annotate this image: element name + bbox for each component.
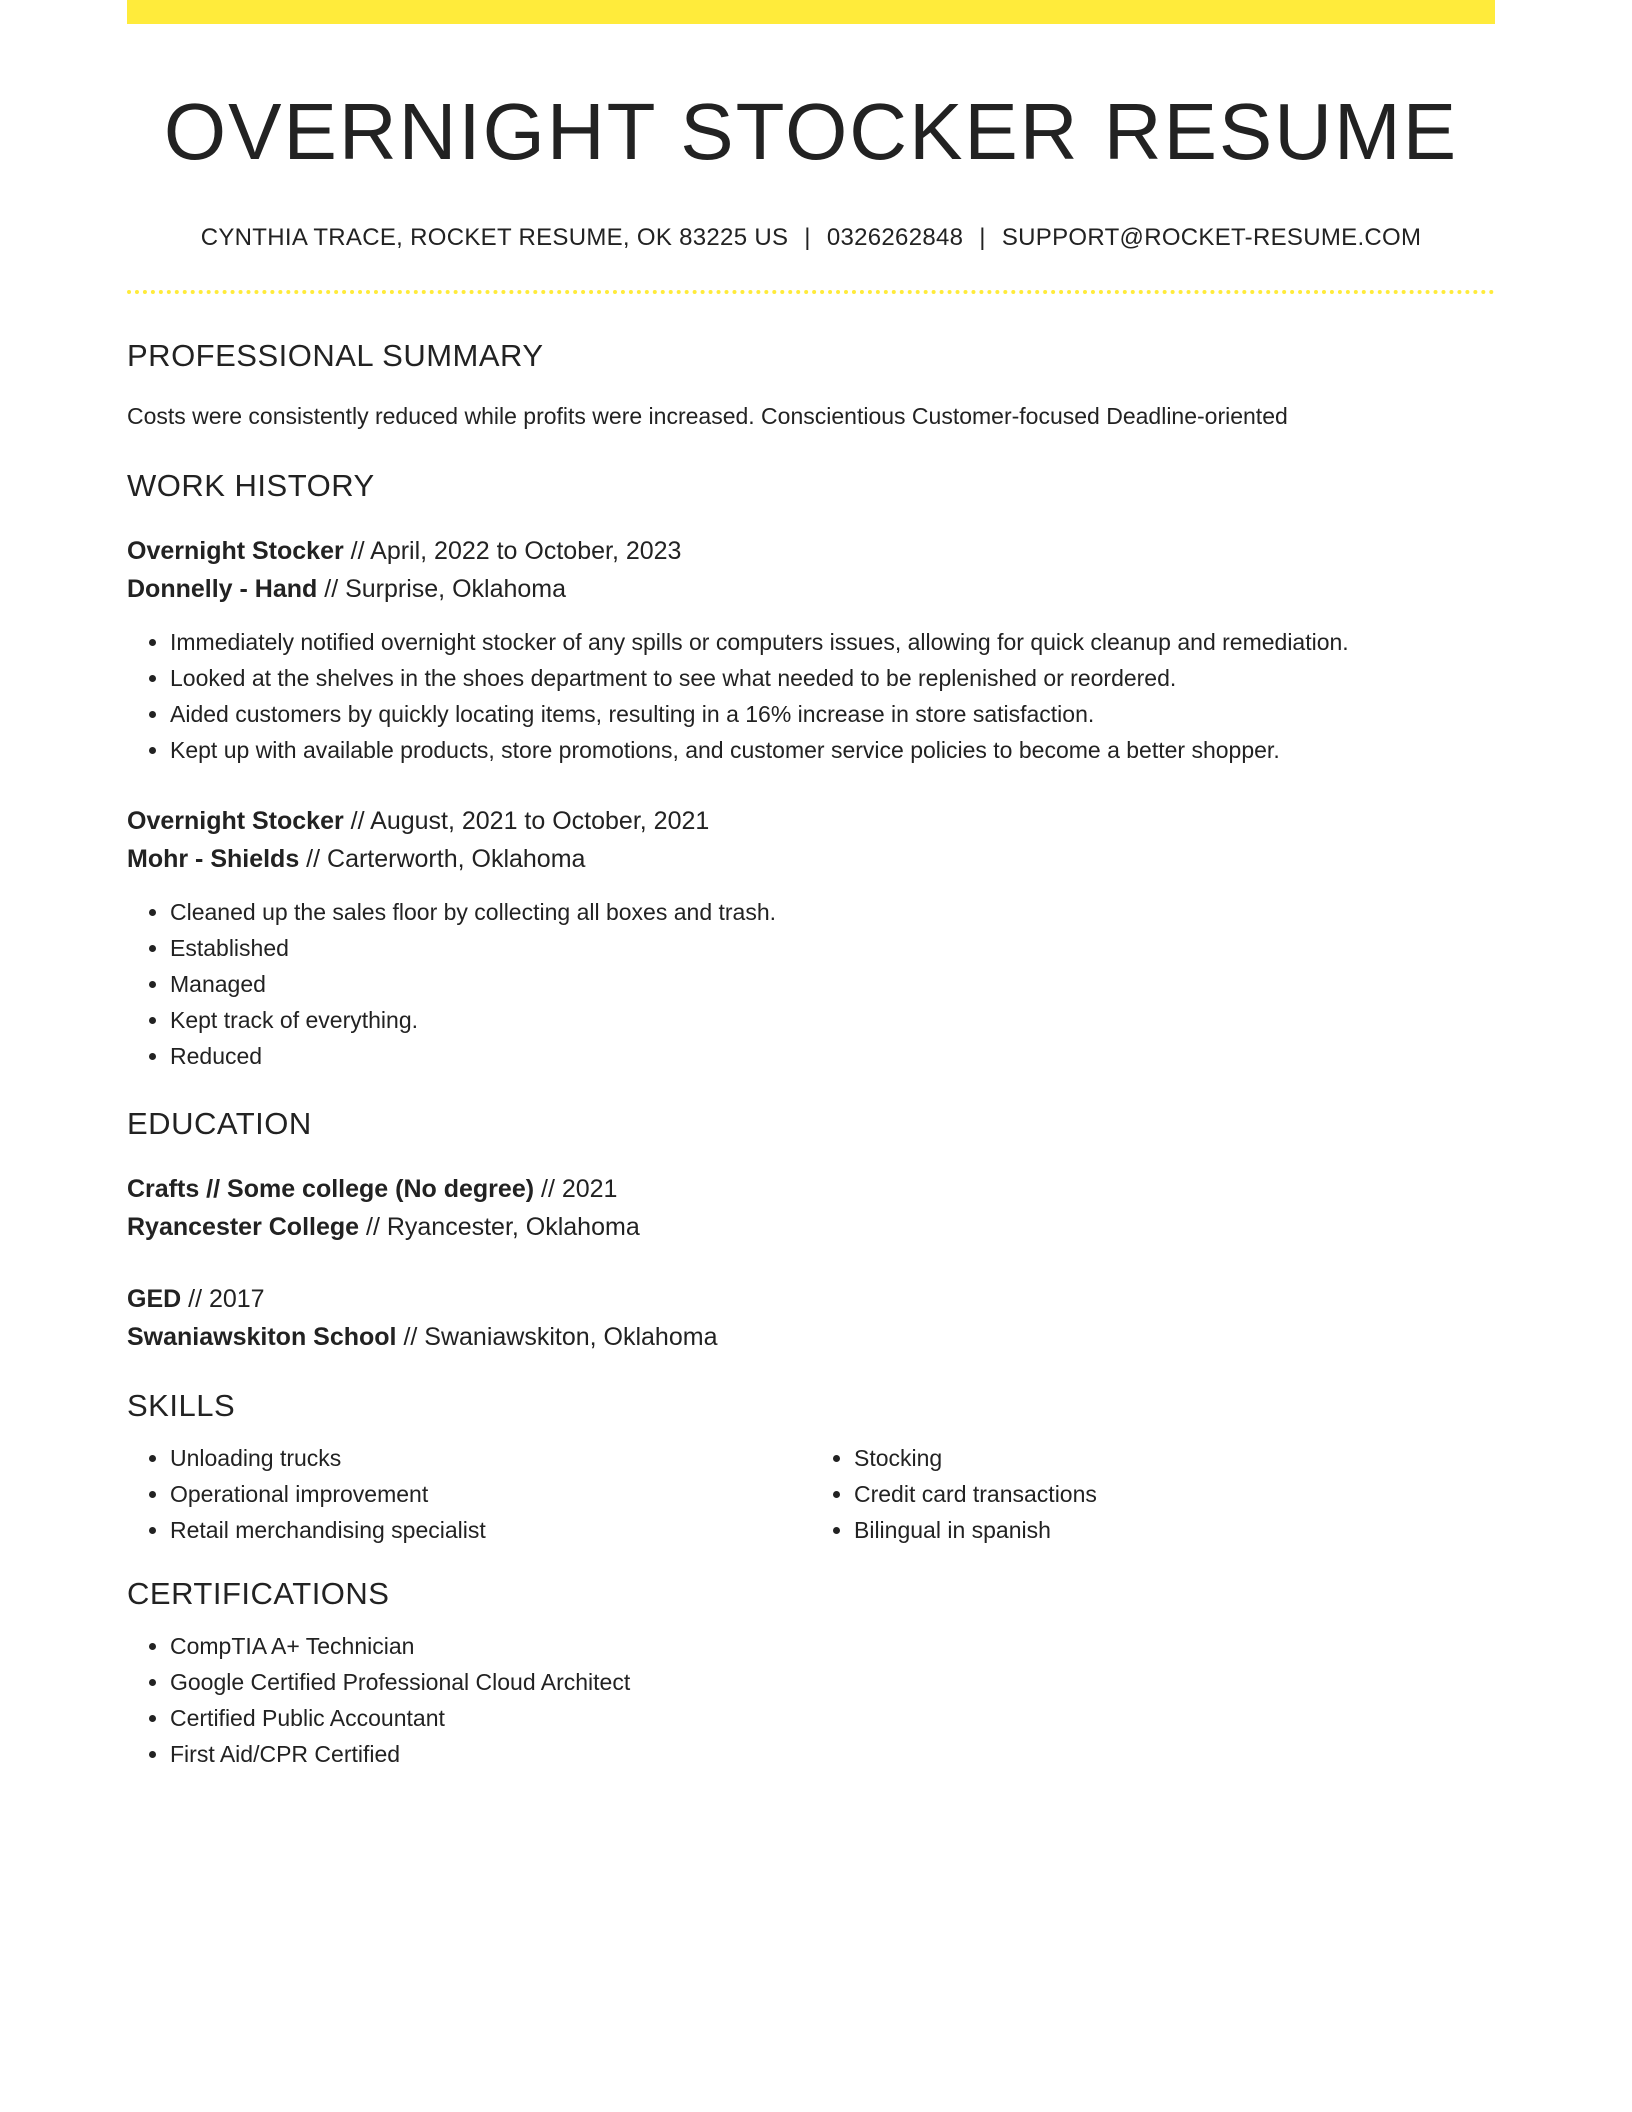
job-location: // Carterworth, Oklahoma [299,844,586,873]
skills-heading: SKILLS [127,1387,236,1423]
work-history-heading: WORK HISTORY [127,467,375,503]
contact-line [127,224,1495,252]
job-entry [127,532,1495,768]
certification-item: • Certified Public Accountant [170,1700,1495,1736]
education-year: // 2021 [534,1174,618,1203]
education-entry [127,1170,1495,1246]
contact-email: SUPPORT@ROCKET-RESUME.COM [1001,224,1422,251]
skill-item: • Retail merchandising specialist [170,1512,811,1548]
certification-item: • CompTIA A+ Technician [170,1628,1495,1664]
resume-page [127,0,1495,1772]
skills-list-left [127,1440,811,1548]
education-school: Ryancester College [127,1212,360,1241]
job-bullet: • Aided customers by quickly locating items, resulting in a 16% increase in store satisfaction. [170,696,1495,732]
education-school-line [127,1208,1495,1246]
job-title-line [127,802,1495,840]
education-entry [127,1280,1495,1356]
skill-item: • Operational improvement [170,1476,811,1512]
contact-separator: | [804,224,811,251]
work-history-section [127,468,1495,1074]
job-bullet: • Reduced [170,1038,1495,1074]
certification-item: • Google Certified Professional Cloud Architect [170,1664,1495,1700]
job-bullet: • Kept track of everything. [170,1002,1495,1038]
certifications-heading: CERTIFICATIONS [127,1575,390,1611]
skills-columns [127,1440,1495,1548]
job-dates: // August, 2021 to October, 2021 [343,806,710,835]
skills-section [127,1388,1495,1548]
job-title: Overnight Stocker [127,536,344,565]
education-heading: EDUCATION [127,1105,312,1141]
job-location: // Surprise, Oklahoma [317,574,567,603]
job-bullet: • Looked at the shelves in the shoes department to see what needed to be replenished or reordered. [170,660,1495,696]
job-company-line [127,840,1495,878]
contact-separator: | [979,224,986,251]
job-bullet: • Kept up with available products, store promotions, and customer service policies to become a better shopper. [170,732,1495,768]
education-school-line [127,1318,1495,1356]
skill-item: • Bilingual in spanish [854,1512,1495,1548]
job-bullet: • Managed [170,966,1495,1002]
job-bullet: • Cleaned up the sales floor by collecting all boxes and trash. [170,894,1495,930]
skill-item: • Stocking [854,1440,1495,1476]
summary-text: Costs were consistently reduced while profits were increased. Conscientious Customer-focused Deadline-oriented [127,403,1288,429]
contact-phone: 0326262848 [826,224,964,251]
skill-item: • Credit card transactions [854,1476,1495,1512]
summary-section [127,338,1495,432]
education-degree: GED [127,1284,182,1313]
education-degree-line [127,1280,1495,1318]
certification-item: • First Aid/CPR Certified [170,1736,1495,1772]
education-location: // Ryancester, Oklahoma [359,1212,640,1241]
education-location: // Swaniawskiton, Oklahoma [396,1322,718,1351]
dotted-divider [127,290,1495,294]
job-company-line [127,570,1495,608]
summary-heading: PROFESSIONAL SUMMARY [127,338,544,373]
skills-list-right [811,1440,1495,1548]
certifications-section [127,1576,1495,1772]
job-dates: // April, 2022 to October, 2023 [343,536,682,565]
education-year: // 2017 [181,1284,265,1313]
job-bullets [127,624,1495,768]
job-company: Donnelly - Hand [127,574,318,603]
education-degree-line [127,1170,1495,1208]
resume-title: OVERNIGHT STOCKER RESUME [163,87,1459,176]
job-bullets [127,894,1495,1074]
job-title: Overnight Stocker [127,806,344,835]
skill-item: • Unloading trucks [170,1440,811,1476]
job-company: Mohr - Shields [127,844,300,873]
job-bullet: • Established [170,930,1495,966]
accent-top-bar [127,0,1495,24]
certifications-list [127,1628,1495,1772]
job-title-line [127,532,1495,570]
education-school: Swaniawskiton School [127,1322,397,1351]
job-bullet: • Immediately notified overnight stocker of any spills or computers issues, allowing for quick cleanup and remediation. [170,624,1495,660]
job-entry [127,802,1495,1074]
contact-address: CYNTHIA TRACE, ROCKET RESUME, OK 83225 US [200,224,789,251]
education-degree: Crafts // Some college (No degree) [127,1174,535,1203]
education-section [127,1106,1495,1356]
